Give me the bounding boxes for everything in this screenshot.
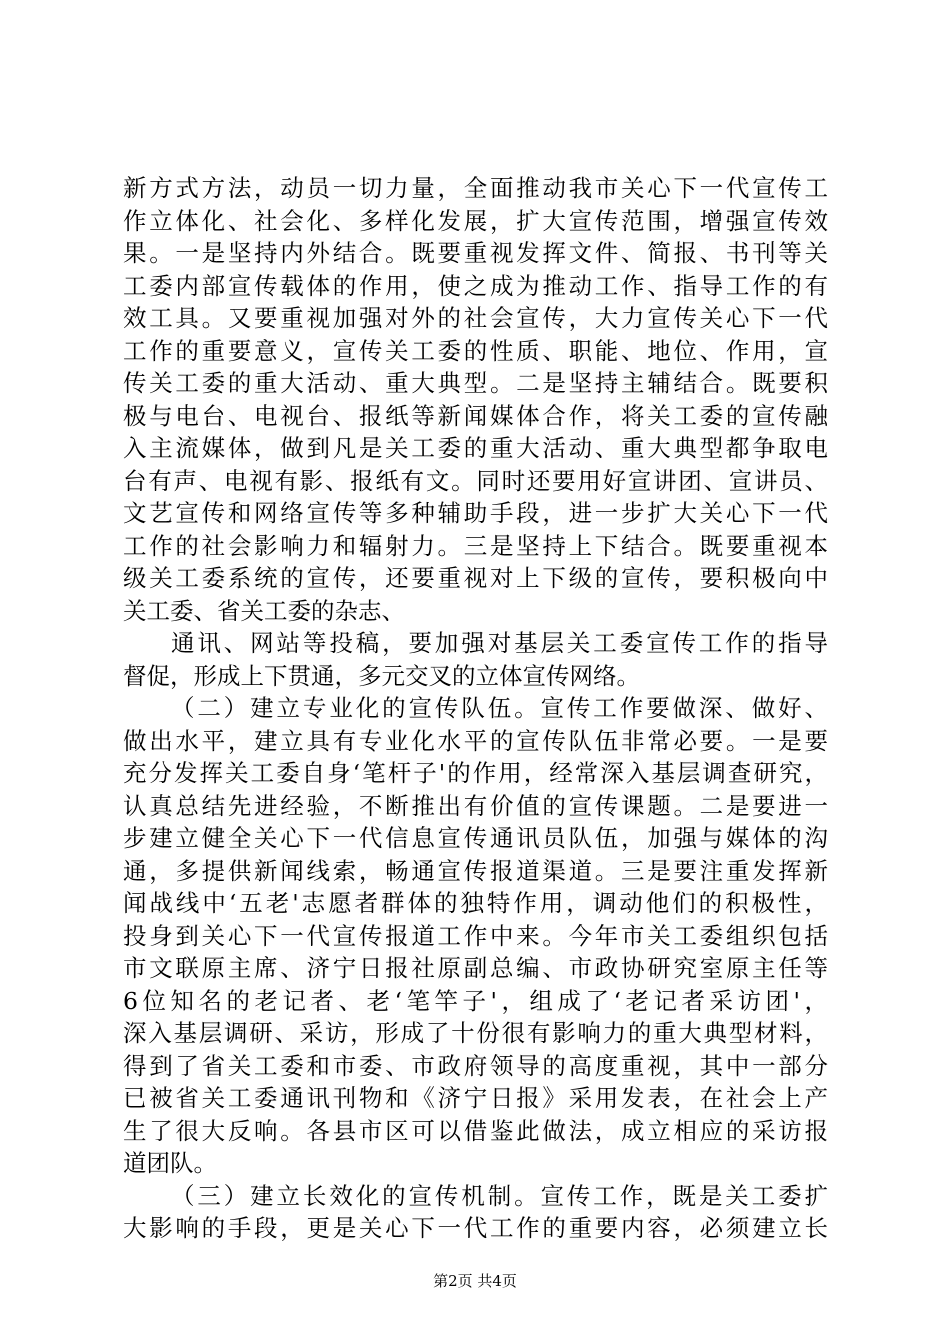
text-line: 深入基层调研、采访，形成了十份很有影响力的重大典型材料，: [123, 1019, 828, 1047]
text-line: 认真总结先进经验，不断推出有价值的宣传课题。二是要进一: [123, 791, 828, 820]
text-line: 步建立健全关心下一代信息宣传通讯员队伍，加强与媒体的沟: [123, 824, 828, 852]
text-line: 做出水平，建立具有专业化水平的宣传队伍非常必要。一是要: [123, 726, 828, 755]
text-line: 闻战线中‘五老'志愿者群体的独特作用，调动他们的积极性，: [123, 889, 828, 917]
text-line: 大影响的手段，更是关心下一代工作的重要内容，必须建立长: [123, 1214, 828, 1242]
page-footer: 第2页 共4页: [433, 1272, 517, 1290]
text-line: 通，多提供新闻线索，畅通宣传报道渠道。三是要注重发挥新: [123, 856, 828, 885]
text-line: 台有声、电视有影、报纸有文。同时还要用好宣讲团、宣讲员、: [123, 466, 828, 495]
text-line: 市文联原主席、济宁日报社原副总编、市政协研究室原主任等: [123, 954, 828, 982]
text-line: 通讯、网站等投稿，要加强对基层关工委宣传工作的指导: [170, 629, 828, 657]
text-line: 工委内部宣传载体的作用，使之成为推动工作、指导工作的有: [123, 271, 828, 300]
body-text: [123, 172, 828, 1245]
text-line: 级关工委系统的宣传，还要重视对上下级的宣传，要积极向中: [123, 564, 828, 592]
text-line: （二）建立专业化的宣传队伍。宣传工作要做深、做好、: [170, 694, 828, 722]
text-line: 极与电台、电视台、报纸等新闻媒体合作，将关工委的宣传融: [123, 401, 828, 430]
text-line: 得到了省关工委和市委、市政府领导的高度重视，其中一部分: [123, 1051, 828, 1080]
text-line: 充分发挥关工委自身‘笔杆子'的作用，经常深入基层调查研究，: [123, 759, 828, 787]
text-line: 工作的社会影响力和辐射力。三是坚持上下结合。既要重视本: [123, 531, 828, 560]
text-line: 传关工委的重大活动、重大典型。二是坚持主辅结合。既要积: [123, 369, 828, 397]
text-line: 道团队。: [123, 1149, 217, 1177]
text-line: 生了很大反响。各县市区可以借鉴此做法，成立相应的采访报: [123, 1116, 828, 1145]
text-line: 新方式方法，动员一切力量，全面推动我市关心下一代宣传工: [123, 174, 828, 202]
text-line: 督促，形成上下贯通，多元交叉的立体宣传网络。: [123, 661, 640, 690]
text-line: 关工委、省关工委的杂志、: [123, 596, 405, 625]
text-line: 工作的重要意义，宣传关工委的性质、职能、地位、作用，宣: [123, 336, 828, 365]
text-line: 入主流媒体，做到凡是关工委的重大活动、重大典型都争取电: [123, 434, 828, 462]
text-line: 作立体化、社会化、多样化发展，扩大宣传范围，增强宣传效: [123, 206, 828, 235]
text-line: （三）建立长效化的宣传机制。宣传工作，既是关工委扩: [170, 1181, 828, 1210]
text-line: 投身到关心下一代宣传报道工作中来。今年市关工委组织包括: [123, 921, 828, 950]
text-line: 果。一是坚持内外结合。既要重视发挥文件、简报、书刊等关: [123, 239, 828, 267]
text-line: 文艺宣传和网络宣传等多种辅助手段，进一步扩大关心下一代: [123, 499, 828, 527]
text-line: 已被省关工委通讯刊物和《济宁日报》采用发表，在社会上产: [123, 1084, 828, 1112]
text-line: 6位知名的老记者、老‘笔竿子'，组成了‘老记者采访团'，: [123, 986, 828, 1015]
text-line: 效工具。又要重视加强对外的社会宣传，大力宣传关心下一代: [123, 304, 828, 332]
